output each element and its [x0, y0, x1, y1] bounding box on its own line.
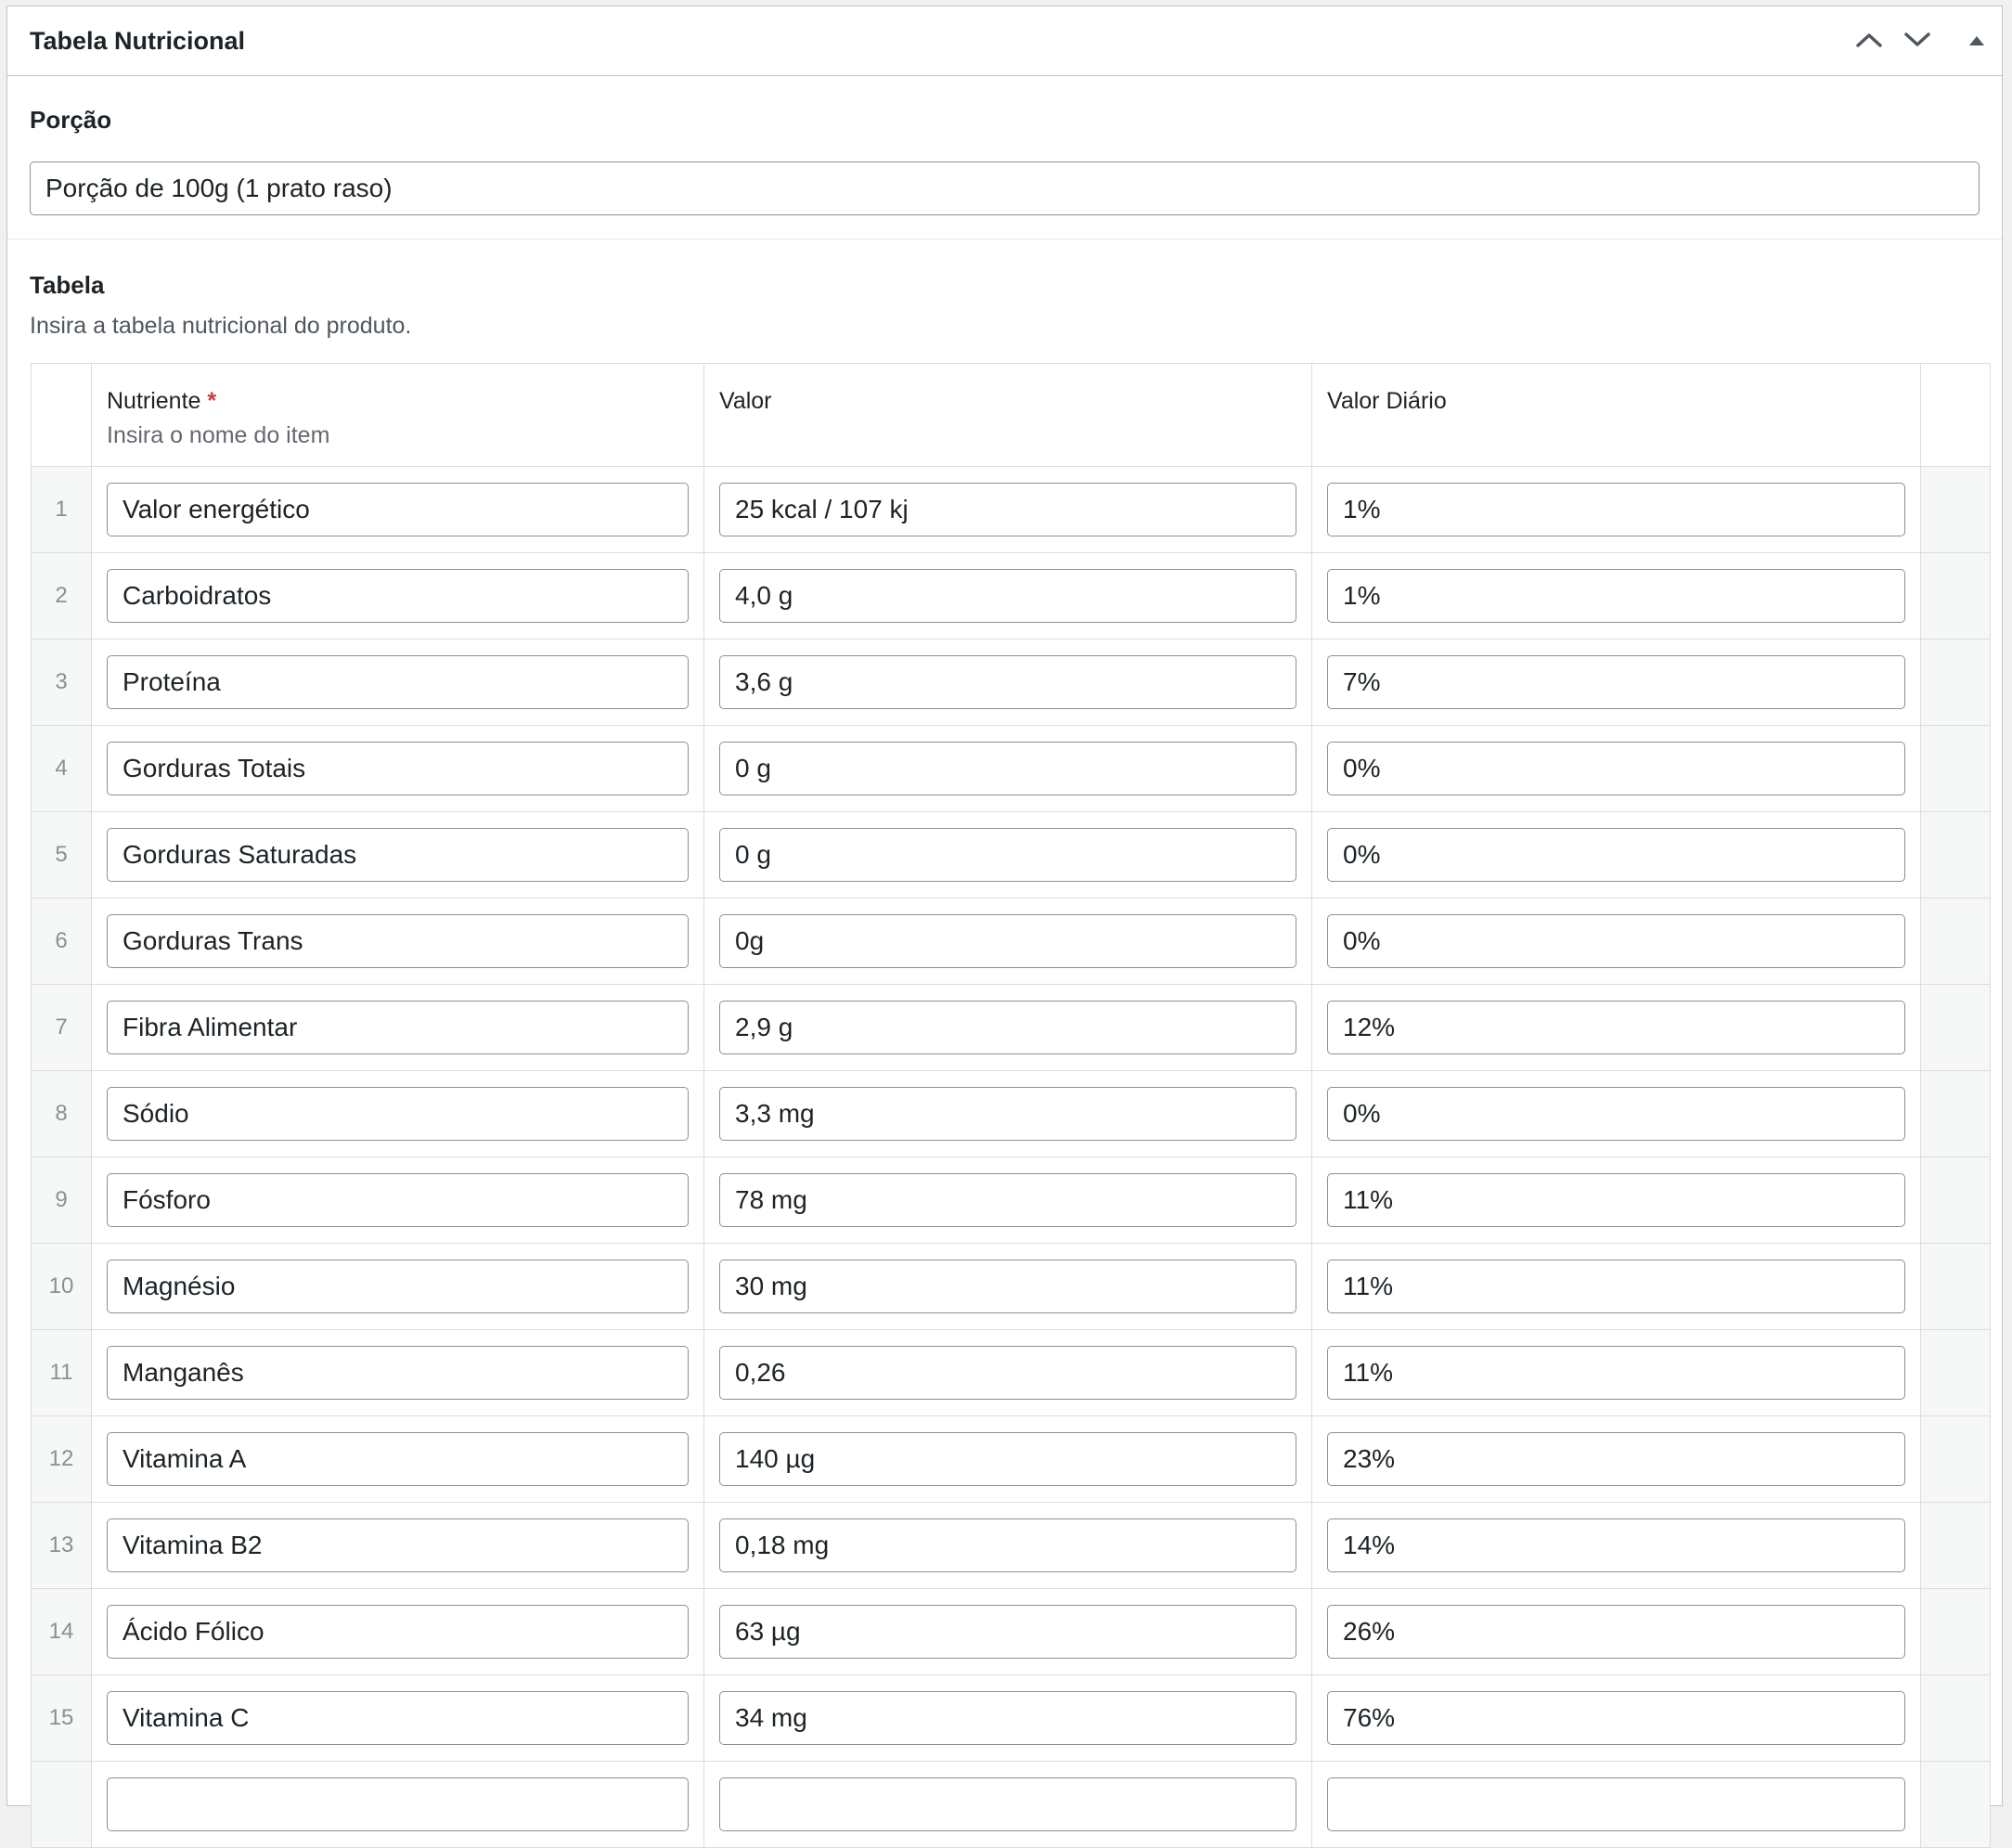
row-number[interactable]: 2: [32, 553, 92, 640]
valor-input[interactable]: [719, 1346, 1296, 1400]
row-number[interactable]: 5: [32, 812, 92, 898]
nutriente-cell: [92, 1589, 704, 1675]
nutriente-input[interactable]: [107, 1691, 689, 1745]
row-handle[interactable]: [1921, 726, 1991, 812]
row-handle[interactable]: [1921, 985, 1991, 1071]
porcao-input[interactable]: [30, 162, 1980, 215]
row-number[interactable]: 14: [32, 1589, 92, 1675]
valor-cell: [704, 985, 1312, 1071]
nutriente-input[interactable]: [107, 1518, 689, 1572]
valor-diario-header-label: Valor Diário: [1327, 388, 1447, 414]
valor-cell: [704, 726, 1312, 812]
table-row: [32, 812, 1991, 898]
valor-diario-input[interactable]: [1327, 1260, 1905, 1313]
valor-diario-cell: [1312, 553, 1921, 640]
row-number[interactable]: 9: [32, 1157, 92, 1244]
valor-cell: [704, 1589, 1312, 1675]
table-row: [32, 1675, 1991, 1762]
row-handle[interactable]: [1921, 640, 1991, 726]
required-mark: *: [207, 388, 217, 414]
row-handle[interactable]: [1921, 812, 1991, 898]
nutriente-input[interactable]: [107, 1777, 689, 1831]
valor-cell: [704, 1762, 1312, 1848]
nutriente-cell: [92, 1330, 704, 1416]
table-row: [32, 1762, 1991, 1848]
row-number[interactable]: [32, 1762, 92, 1848]
column-header-valor-diario: [1312, 364, 1921, 467]
table-row: [32, 467, 1991, 553]
valor-input[interactable]: [719, 1691, 1296, 1745]
chevron-down-icon: [1903, 31, 1931, 49]
move-down-button[interactable]: [1897, 19, 1938, 60]
valor-input[interactable]: [719, 655, 1296, 709]
row-handle[interactable]: [1921, 1416, 1991, 1503]
valor-diario-cell: [1312, 1416, 1921, 1503]
chevron-up-icon: [1855, 31, 1883, 49]
row-number[interactable]: 10: [32, 1244, 92, 1330]
row-number[interactable]: 11: [32, 1330, 92, 1416]
row-number[interactable]: 15: [32, 1675, 92, 1762]
nutriente-cell: [92, 1071, 704, 1157]
valor-diario-cell: [1312, 726, 1921, 812]
row-actions-header: [1921, 364, 1991, 467]
table-row: [32, 553, 1991, 640]
valor-diario-input[interactable]: [1327, 914, 1905, 968]
valor-cell: [704, 1503, 1312, 1589]
valor-diario-input[interactable]: [1327, 655, 1905, 709]
valor-diario-cell: [1312, 1589, 1921, 1675]
row-number[interactable]: 6: [32, 898, 92, 985]
valor-diario-input[interactable]: [1327, 828, 1905, 882]
nutriente-cell: [92, 467, 704, 553]
table-row: [32, 1071, 1991, 1157]
nutriente-input[interactable]: [107, 1260, 689, 1313]
valor-input[interactable]: [719, 742, 1296, 795]
valor-diario-input[interactable]: [1327, 1518, 1905, 1572]
nutriente-input[interactable]: [107, 569, 689, 623]
nutriente-cell: [92, 812, 704, 898]
valor-input[interactable]: [719, 1087, 1296, 1141]
valor-header-label: Valor: [719, 388, 772, 414]
valor-diario-cell: [1312, 1675, 1921, 1762]
table-header-row: [32, 364, 1991, 467]
valor-diario-cell: [1312, 812, 1921, 898]
valor-diario-cell: [1312, 467, 1921, 553]
valor-diario-cell: [1312, 985, 1921, 1071]
valor-diario-input[interactable]: [1327, 1173, 1905, 1227]
valor-input[interactable]: [719, 1518, 1296, 1572]
valor-cell: [704, 1244, 1312, 1330]
valor-input[interactable]: [719, 1605, 1296, 1659]
valor-input[interactable]: [719, 914, 1296, 968]
row-number-header: [32, 364, 92, 467]
table-row: [32, 1503, 1991, 1589]
row-handle[interactable]: [1921, 1503, 1991, 1589]
move-up-button[interactable]: [1849, 19, 1889, 60]
triangle-up-icon: [1967, 33, 1986, 46]
valor-input[interactable]: [719, 1173, 1296, 1227]
nutriente-header-label: Nutriente: [107, 388, 201, 414]
nutrition-table-metabox: [6, 6, 2003, 1806]
nutriente-input[interactable]: [107, 742, 689, 795]
valor-diario-cell: [1312, 1244, 1921, 1330]
nutriente-cell: [92, 640, 704, 726]
column-header-nutriente: [92, 364, 704, 467]
valor-diario-cell: [1312, 1762, 1921, 1848]
nutriente-cell: [92, 1416, 704, 1503]
valor-diario-cell: [1312, 1071, 1921, 1157]
valor-cell: [704, 1330, 1312, 1416]
table-row: [32, 1330, 1991, 1416]
valor-diario-input[interactable]: [1327, 569, 1905, 623]
tabela-label: Tabela: [30, 271, 105, 299]
table-row: [32, 1589, 1991, 1675]
valor-diario-cell: [1312, 1330, 1921, 1416]
nutriente-input[interactable]: [107, 1605, 689, 1659]
row-number[interactable]: 4: [32, 726, 92, 812]
row-handle[interactable]: [1921, 1244, 1991, 1330]
nutriente-cell: [92, 1244, 704, 1330]
nutriente-cell: [92, 553, 704, 640]
table-body: [32, 467, 1991, 1848]
row-handle[interactable]: [1921, 1330, 1991, 1416]
valor-diario-input[interactable]: [1327, 1691, 1905, 1745]
tabela-field: [30, 271, 411, 340]
column-header-valor: [704, 364, 1312, 467]
nutriente-input[interactable]: [107, 1087, 689, 1141]
nutriente-cell: [92, 1157, 704, 1244]
nutriente-input[interactable]: [107, 914, 689, 968]
valor-cell: [704, 1157, 1312, 1244]
valor-input[interactable]: [719, 828, 1296, 882]
valor-diario-input[interactable]: [1327, 1087, 1905, 1141]
nutriente-input[interactable]: [107, 1346, 689, 1400]
table-row: [32, 1157, 1991, 1244]
row-handle[interactable]: [1921, 1589, 1991, 1675]
valor-cell: [704, 898, 1312, 985]
row-number[interactable]: 7: [32, 985, 92, 1071]
nutriente-cell: [92, 726, 704, 812]
row-handle[interactable]: [1921, 1762, 1991, 1848]
valor-input[interactable]: [719, 1260, 1296, 1313]
nutriente-input[interactable]: [107, 655, 689, 709]
nutriente-cell: [92, 1762, 704, 1848]
valor-diario-input[interactable]: [1327, 483, 1905, 536]
valor-cell: [704, 640, 1312, 726]
valor-diario-input[interactable]: [1327, 1432, 1905, 1486]
valor-diario-input[interactable]: [1327, 1605, 1905, 1659]
nutriente-input[interactable]: [107, 1001, 689, 1054]
row-handle[interactable]: [1921, 898, 1991, 985]
nutriente-instructions: Insira o nome do item: [107, 422, 330, 448]
valor-input[interactable]: [719, 483, 1296, 536]
valor-cell: [704, 1071, 1312, 1157]
toggle-panel-button[interactable]: [1956, 19, 1997, 60]
valor-cell: [704, 1416, 1312, 1503]
row-number[interactable]: 3: [32, 640, 92, 726]
porcao-field: [30, 106, 1981, 135]
valor-input[interactable]: [719, 1777, 1296, 1831]
metabox-title: Tabela Nutricional: [30, 27, 246, 55]
nutriente-cell: [92, 985, 704, 1071]
row-handle[interactable]: [1921, 467, 1991, 553]
valor-diario-input[interactable]: [1327, 1346, 1905, 1400]
valor-input[interactable]: [719, 569, 1296, 623]
row-handle[interactable]: [1921, 553, 1991, 640]
valor-diario-cell: [1312, 1157, 1921, 1244]
row-number[interactable]: 13: [32, 1503, 92, 1589]
valor-diario-input[interactable]: [1327, 1777, 1905, 1831]
nutriente-cell: [92, 898, 704, 985]
row-number[interactable]: 12: [32, 1416, 92, 1503]
valor-diario-cell: [1312, 898, 1921, 985]
nutriente-input[interactable]: [107, 1173, 689, 1227]
table-row: [32, 1244, 1991, 1330]
nutriente-cell: [92, 1503, 704, 1589]
row-handle[interactable]: [1921, 1157, 1991, 1244]
table-row: [32, 726, 1991, 812]
metabox-header: [7, 6, 2002, 76]
valor-input[interactable]: [719, 1001, 1296, 1054]
row-number[interactable]: 1: [32, 467, 92, 553]
valor-cell: [704, 1675, 1312, 1762]
table-row: [32, 640, 1991, 726]
valor-diario-input[interactable]: [1327, 1001, 1905, 1054]
valor-diario-input[interactable]: [1327, 742, 1905, 795]
nutrition-repeater-table: [31, 363, 1991, 1848]
tabela-description: Insira a tabela nutricional do produto.: [30, 313, 412, 339]
valor-diario-cell: [1312, 1503, 1921, 1589]
row-handle[interactable]: [1921, 1675, 1991, 1762]
table-row: [32, 1416, 1991, 1503]
row-handle[interactable]: [1921, 1071, 1991, 1157]
nutriente-input[interactable]: [107, 828, 689, 882]
valor-cell: [704, 467, 1312, 553]
nutriente-cell: [92, 1675, 704, 1762]
valor-input[interactable]: [719, 1432, 1296, 1486]
nutriente-input[interactable]: [107, 483, 689, 536]
table-row: [32, 985, 1991, 1071]
row-number[interactable]: 8: [32, 1071, 92, 1157]
valor-diario-cell: [1312, 640, 1921, 726]
valor-cell: [704, 553, 1312, 640]
table-row: [32, 898, 1991, 985]
porcao-label: Porção: [30, 106, 112, 134]
valor-cell: [704, 812, 1312, 898]
nutriente-input[interactable]: [107, 1432, 689, 1486]
